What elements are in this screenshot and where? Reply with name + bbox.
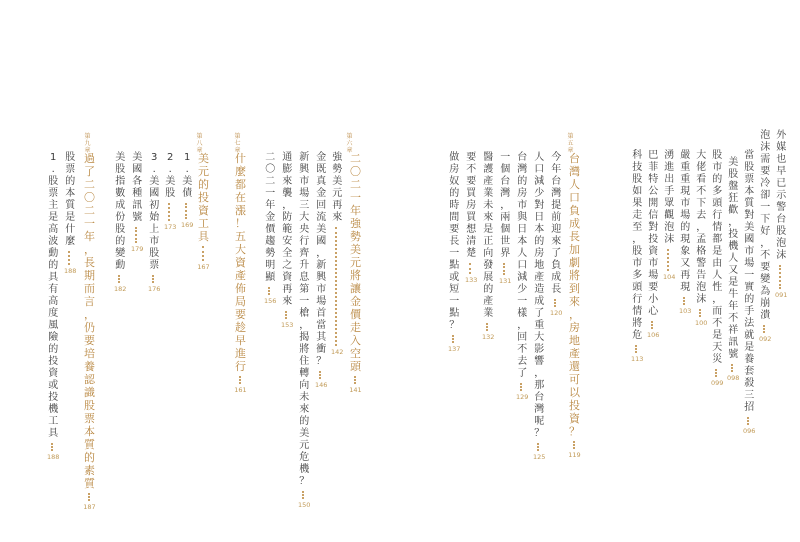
chapter-title [197, 152, 210, 271]
entry-title: 湧 進 出 手 眾 觀 泡 沫 [664, 150, 675, 245]
page-number: 100 [695, 319, 708, 327]
leader-dots [452, 335, 456, 343]
page-number: 146 [315, 381, 328, 389]
leader-dots [88, 493, 92, 501]
toc-entry [264, 152, 276, 305]
toc-entry [533, 152, 545, 461]
page-number: 187 [83, 503, 96, 511]
entry-title: 巴 菲 特 公 開 信 對 投 資 市 場 要 小 心 [648, 150, 659, 317]
page-number: 156 [264, 297, 277, 305]
entry-title: 金 既 真 金 回 流 美 國 ， 新 興 市 場 首 當 其 衝 ？ [316, 152, 327, 367]
toc-entry [64, 152, 76, 275]
toc-entry [315, 152, 327, 389]
entry-title: 美 國 各 種 訊 號 [132, 152, 143, 223]
leader-dots [302, 491, 306, 499]
entry-title: 美 股 指 數 成 份 股 的 變 動 [115, 152, 126, 271]
entry-title: 新 興 市 場 三 大 央 行 齊 升 息 第 一 槍 ， 揭 將 住 轉 向 未 來 的 美 元 危 機 ？ [299, 152, 310, 487]
toc-entry [131, 152, 143, 253]
chapter-title-text: 二 〇 二 一 年 強 勢 美 元 將 讓 金 價 走 入 空 頭 [350, 152, 361, 373]
chapter-title [568, 152, 581, 459]
toc-entry [465, 152, 477, 284]
entry-title: 1 . 美 債 [182, 152, 193, 199]
leader-dots [239, 376, 243, 384]
leader-dots [537, 443, 541, 451]
toc-entry [47, 152, 59, 461]
chapter-label [346, 133, 353, 154]
toc-entry [775, 130, 787, 299]
toc-entry [148, 152, 160, 293]
chapter-title [349, 152, 362, 394]
page-number: 133 [465, 276, 478, 284]
page-number: 091 [775, 291, 788, 299]
leader-dots [319, 371, 323, 379]
page-number: 099 [711, 379, 724, 387]
page-number: 142 [331, 348, 344, 356]
page-number: 120 [550, 309, 563, 317]
leader-dots [503, 263, 507, 275]
page-number: 096 [743, 427, 756, 435]
page-number: 104 [663, 273, 676, 281]
toc-entry [281, 152, 293, 329]
leader-dots [168, 203, 172, 221]
page-number: 173 [164, 223, 177, 231]
toc-entry [631, 150, 643, 363]
page-number: 176 [148, 285, 161, 293]
toc-entry [727, 157, 739, 382]
entry-title: 股 市 的 多 頭 行 情 都 是 由 人 性 ， 而 不 是 天 災 [712, 150, 723, 365]
entry-title: 做 房 奴 的 時 間 要 長 一 點 或 短 一 點 ？ [449, 152, 460, 331]
toc-entry [711, 150, 723, 387]
toc-entry [331, 152, 343, 356]
leader-dots [715, 369, 719, 377]
chapter-title-text: 美 元 的 投 資 工 具 [198, 152, 209, 243]
entry-title: 今 年 台 灣 提 前 迎 來 了 負 成 長 [551, 152, 562, 295]
page-number: 182 [114, 285, 127, 293]
leader-dots [683, 297, 687, 305]
leader-dots [354, 376, 358, 384]
chapter-label-text: 第 五 章 [567, 133, 574, 154]
leader-dots [731, 364, 735, 372]
entry-title: 科 技 股 如 果 走 至 ， 股 市 多 頭 行 情 將 危 [632, 150, 643, 341]
entry-title: 3 . 美 國 初 始 上 市 股 票 [149, 152, 160, 271]
page-number: 141 [349, 386, 362, 394]
toc-entry [695, 150, 707, 327]
leader-dots [51, 443, 55, 451]
page-number: 132 [482, 333, 495, 341]
leader-dots [573, 441, 577, 449]
toc-entry [164, 152, 176, 231]
page-number: 092 [759, 335, 772, 343]
page-number: 113 [631, 355, 644, 363]
chapter-title [234, 152, 247, 394]
entry-title: 大 佬 看 不 下 去 ， 孟 格 警 告 泡 沫 [696, 150, 707, 305]
chapter-title-text: 過 了 二 〇 二 一 年 ， 長 期 而 言 ， 仍 要 培 養 認 識 股 票 本 質 的 素 質 [84, 152, 95, 490]
leader-dots [285, 311, 289, 319]
leader-dots [667, 249, 671, 271]
entry-title: 美 股 盤 狂 歡 ， 投 機 人 又 是 牛 年 不 祥 訊 號 [728, 157, 739, 360]
leader-dots [268, 287, 272, 295]
leader-dots [651, 321, 655, 329]
leader-dots [118, 275, 122, 283]
chapter-title-text: 什 麼 都 在 漲 ！ 五 大 資 產 佈 局 要 趁 早 進 行 [235, 152, 246, 373]
page-number: 188 [47, 453, 60, 461]
entry-title: 當 股 票 本 質 對 美 國 市 場 一 實 的 手 法 就 是 養 套 殺 三 招 [744, 150, 755, 413]
leader-dots [763, 325, 767, 333]
entry-title: 二 〇 二 一 年 金 價 趨 勢 明 顯 [265, 152, 276, 283]
toc-entry [663, 150, 675, 281]
page-number: 106 [647, 331, 660, 339]
leader-dots [335, 227, 339, 346]
chapter-label-text: 第 六 章 [346, 133, 353, 154]
page-number: 137 [448, 345, 461, 353]
page-number: 098 [727, 374, 740, 382]
page-number: 129 [516, 393, 529, 401]
leader-dots [486, 323, 490, 331]
page-number: 169 [181, 221, 194, 229]
page-number: 161 [234, 386, 247, 394]
chapter-label [567, 133, 574, 154]
entry-title: 通 膨 來 襲 ， 防 範 安 全 之 資 再 來 [282, 152, 293, 307]
leader-dots [185, 203, 189, 219]
page-number: 119 [568, 451, 581, 459]
entry-title: 嚴 重 重 現 市 場 的 現 象 又 再 現 [680, 150, 691, 293]
entry-title: 人 口 減 少 對 日 本 的 房 地 產 造 成 了 重 大 影 響 ， 那 台 灣 呢 ？ [534, 152, 545, 439]
toc-entry [448, 152, 460, 353]
leader-dots [520, 383, 524, 391]
entry-title: 2 . 美 股 [165, 152, 176, 199]
toc-entry [550, 152, 562, 317]
toc-entry [516, 152, 528, 401]
entry-title: 台 灣 的 房 市 與 日 本 人 口 減 少 一 樣 ， 回 不 去 了 [517, 152, 528, 379]
leader-dots [68, 251, 72, 265]
toc-entry [743, 150, 755, 435]
entry-title: 一 個 台 灣 ， 兩 個 世 界 [500, 152, 511, 259]
entry-title: 泡 沫 需 要 冷 卻 一 下 好 ， 不 要 變 為 崩 潰 [760, 130, 771, 321]
page-number: 103 [679, 307, 692, 315]
chapter-label-text: 第 八 章 [196, 133, 203, 154]
leader-dots [135, 227, 139, 243]
toc-entry [181, 152, 193, 229]
leader-dots [779, 265, 783, 289]
entry-title: 醫 護 產 業 未 來 是 正 向 發 展 的 產 業 [483, 152, 494, 319]
page-number: 131 [499, 277, 512, 285]
toc-entry [679, 150, 691, 315]
chapter-title-text: 台 灣 人 口 負 成 長 加 劇 將 到 來 ， 房 地 產 還 可 以 投 資 ？ [569, 152, 580, 438]
entry-title: 股 票 的 本 質 是 什 麼 [65, 152, 76, 247]
chapter-label [84, 133, 91, 154]
chapter-label-text: 第 七 章 [234, 133, 241, 154]
chapter-title [83, 152, 96, 511]
page-number: 153 [281, 321, 294, 329]
toc-entry [759, 130, 771, 343]
page-number: 150 [298, 501, 311, 509]
leader-dots [747, 417, 751, 425]
leader-dots [699, 309, 703, 317]
toc-entry [298, 152, 310, 509]
leader-dots [554, 299, 558, 307]
page-number: 179 [131, 245, 144, 253]
page-number: 125 [533, 453, 546, 461]
toc-entry [647, 150, 659, 339]
entry-title: 外 媒 也 早 已 示 警 台 股 泡 沫 [776, 130, 787, 261]
chapter-label [234, 133, 241, 154]
chapter-label-text: 第 九 章 [84, 133, 91, 154]
leader-dots [635, 345, 639, 353]
entry-title: 1 . 股 票 主 是 高 波 動 的 具 有 高 度 風 險 的 投 資 或 投 機 工 具 [48, 152, 59, 439]
entry-title: 要 不 要 買 房 買 想 清 楚 [466, 152, 477, 259]
page-number: 188 [64, 267, 77, 275]
page-number: 167 [197, 263, 210, 271]
leader-dots [469, 263, 473, 274]
toc-entry [114, 152, 126, 293]
toc-entry [482, 152, 494, 341]
toc-entry [499, 152, 511, 285]
leader-dots [152, 275, 156, 283]
chapter-label [196, 133, 203, 154]
entry-title: 強 勢 美 元 再 來 [332, 152, 343, 223]
leader-dots [202, 246, 206, 261]
